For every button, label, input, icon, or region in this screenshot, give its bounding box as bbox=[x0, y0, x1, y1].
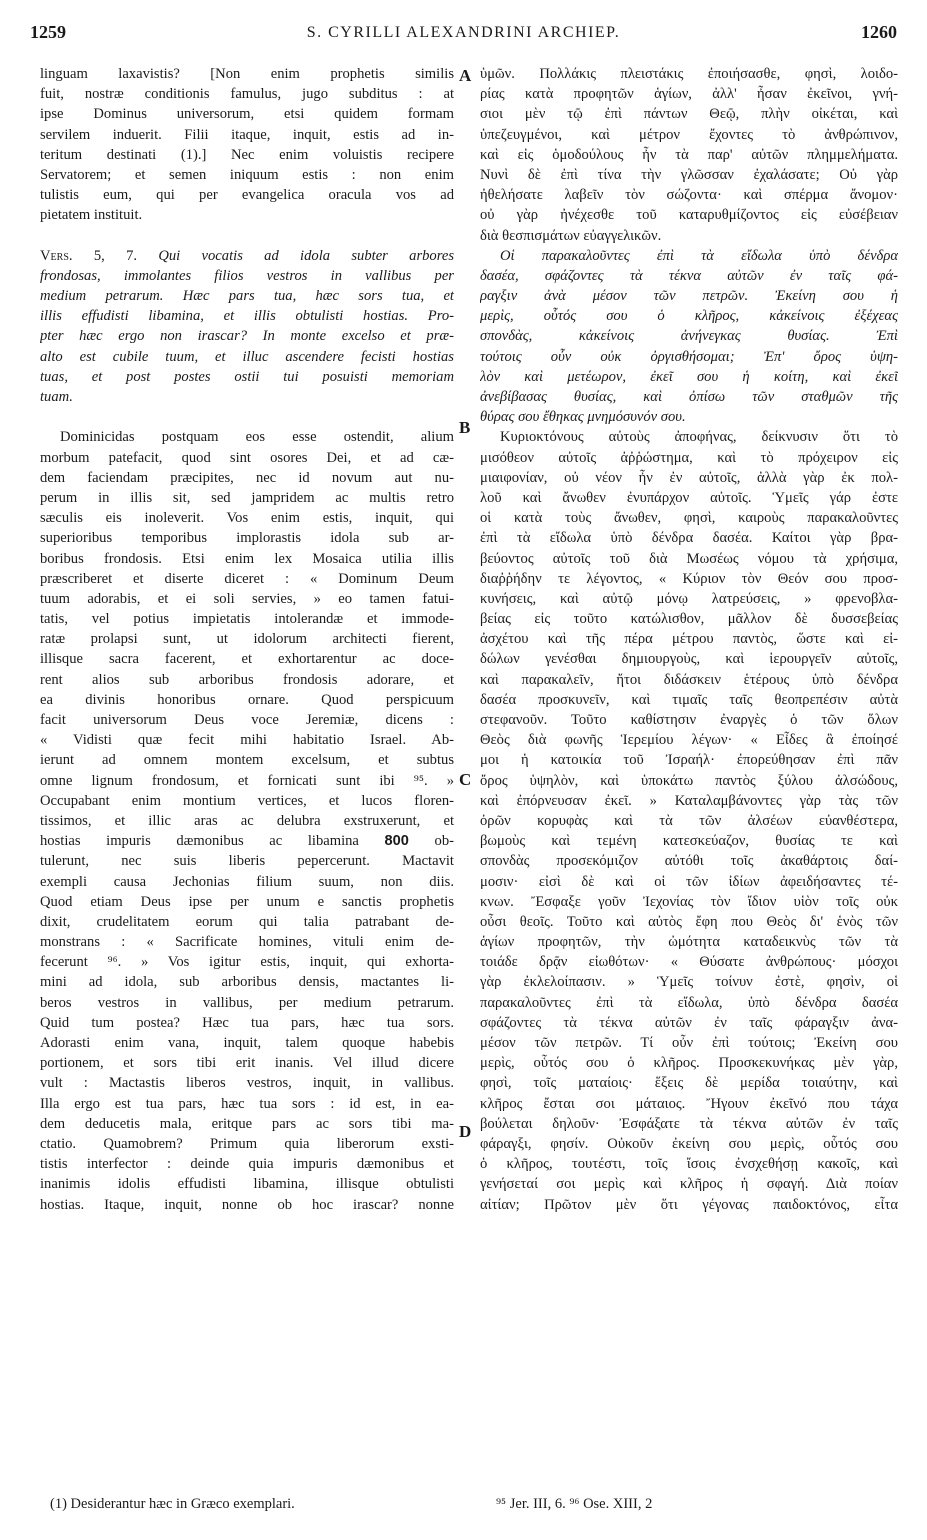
verse-line bbox=[40, 246, 454, 266]
verse-line: pter hæc ergo non irascar? In monte excelso et præ- bbox=[40, 328, 454, 345]
text-line: Quod etiam Deus ipse per unum e sanctis prophetis bbox=[40, 893, 454, 910]
text-line: perum in illis sit, sed jampridem ac multis retro bbox=[40, 489, 454, 506]
text-line: boribus frondosis. Etsi enim lex Mosaica utilia illis bbox=[40, 550, 454, 567]
text-line: στεφανοῦν. Τοῦτο καθίστησιν ἐναργὲς ὁ τῶν ὅλων bbox=[480, 712, 898, 728]
text-line: tistis interfector : deinde quia impuris dæmonibus et bbox=[40, 1156, 454, 1173]
greek-commentary bbox=[480, 427, 898, 1214]
verse-line: δασέα, σφάζοντες τὰ τέκνα αὐτῶν ἐν ταῖς φά- bbox=[480, 267, 898, 284]
text-line: ὑμῶν. Πολλάκις πλειστάκις ἐποιήσασθε, φησὶ, λοιδο- bbox=[480, 66, 898, 82]
text-line: Κυριοκτόνους αὐτοὺς ἀποφήνας, δείκνυσιν ὅτι τὸ bbox=[500, 429, 898, 446]
text-line: Illa ergo est tua pars, hæc tua sors : id est, in ea- bbox=[40, 1095, 454, 1112]
text-line: illisque sacra facerent, et exhortarentur ac doce- bbox=[40, 651, 454, 668]
text-line: servilem induerit. Filii itaque, inquit, estis ad in- bbox=[40, 126, 454, 143]
text-line: sæculis eis inoleverit. Vos enim estis, inquit, qui bbox=[40, 510, 454, 527]
text-line: ea divinis honoribus ornare. Quod perspicuum bbox=[40, 691, 454, 708]
verse-line: tuam. bbox=[40, 389, 73, 405]
text-line: κνων. Ἔσφαξε γοῦν Ἰεχονίας τὸν ἴδιον υἱὸν τοῖς οὐκ bbox=[480, 893, 898, 910]
verse-line: λὸν καὶ μετέωρον, ἐκεῖ σου ἡ κοίτη, καὶ ἐκεῖ bbox=[480, 368, 898, 385]
text-line: σπονδὰς προσεκόμιζον αὐτόθι τοῖς ἀκαθάρτοις δαί- bbox=[480, 853, 898, 870]
text-line: vult : Mactastis liberos vestros, inquit, in vallibus. bbox=[40, 1075, 454, 1092]
text-line: Quid tum postea? Hæc tua pars, hæc tua sors. bbox=[40, 1014, 454, 1031]
page-number-left: 1259 bbox=[30, 22, 66, 42]
text-line: μέσον τῶν πετρῶν. Τί οὖν ἐπὶ τούτοις; Ἐκείνη σου bbox=[480, 1035, 898, 1051]
text-line: ierunt ad omnem montem excelsum, et subtus bbox=[40, 752, 454, 769]
text-line: mini ad idola, sub arboribus densis, mactantes li- bbox=[40, 974, 454, 991]
text-line: βωμοὺς καὶ τεμένη κατεσκεύαζον, θυσίας τε καὶ bbox=[480, 833, 898, 850]
text-line: ἠθελήσατε λαβεῖν τὸν σώζοντα· καὶ σπέρμα ἄνομον· bbox=[480, 187, 898, 204]
marker-d: D bbox=[459, 1122, 472, 1141]
text-line: αἰτίαν; Πρῶτον μὲν ὅτι γέγονας παιδοκτόνος, εἶτα bbox=[480, 1196, 898, 1213]
text-line: διαῤῥήδην τε λέγοντος, « Κύριον τὸν Θεόν σου προσ- bbox=[480, 570, 898, 587]
text-line: μισόθεον αὐτοῖς ἀῤῥώστημα, καὶ τὸ πρόχειρον εἰς bbox=[480, 449, 898, 466]
text-line: pietatem instituit. bbox=[40, 207, 143, 224]
marker-c: C bbox=[459, 770, 472, 789]
page-header bbox=[30, 22, 897, 50]
marker-a: A bbox=[459, 66, 472, 85]
verse-line: tuas, et post postes ostii tui posuisti memoriam bbox=[40, 368, 454, 385]
latin-verse bbox=[40, 246, 454, 408]
text-line: rent alios sub arboribus frondosis adorare, et bbox=[40, 671, 454, 688]
text-line: Occupabant enim montium vertices, et lucos floren- bbox=[40, 792, 454, 809]
line-800-after: ob- bbox=[434, 833, 454, 850]
text-line: dem deducetis mala, eritque pars ac sors tibi ma- bbox=[40, 1115, 454, 1132]
text-line: ὑπεζευγμένοι, καὶ μέτρον ἔχοντες τὸ ἀνθρώπινον, bbox=[480, 126, 898, 143]
text-line: dem faciendam præcipites, nec id novum aut nu- bbox=[40, 469, 454, 486]
text-line: superioribus temporibus implorastis idola sub ar- bbox=[40, 530, 454, 547]
marker-b: B bbox=[459, 418, 471, 437]
text-line: γενήσεταί σοι μερὶς καὶ κλῆρος ἡ σφαγή. Διὰ ποίαν bbox=[480, 1176, 898, 1193]
text-line: μοσιν· εἰσὶ δὲ καὶ οἱ τῶν ἰδίων ἀφειδήσαντες τέ- bbox=[480, 873, 898, 890]
text-line: ratæ prolapsi sunt, ut idolorum architecti fierent, bbox=[40, 631, 454, 648]
text-line: ὄρος ὑψηλὸν, καὶ ὑποκάτω παντὸς ξύλου ἀλσώδους, bbox=[480, 772, 898, 789]
verse-line: θύρας σου ἔθηκας μνημόσυνόν σου. bbox=[480, 409, 686, 426]
running-title: S. CYRILLI ALEXANDRINI ARCHIEP. bbox=[306, 24, 621, 41]
verse-line: Οἱ παρακαλοῦντες ἐπὶ τὰ εἴδωλα ὑπὸ δένδρα bbox=[500, 247, 898, 264]
text-line: Θεὸς διὰ φωνῆς Ἱερεμίου λέγων· « Εἶδες ἃ ἐποίησέ bbox=[480, 732, 898, 749]
latin-commentary bbox=[40, 427, 454, 1214]
text-line: ipse Dominus universorum, etsi quidem formam bbox=[40, 106, 454, 123]
text-line: φησὶ, τοῖς ματαίοις· ἕξεις δὲ μερίδα τοιαύτην, καὶ bbox=[480, 1075, 898, 1092]
text-line: tissimos, et illic aras ac delubra exstruxerunt, et bbox=[40, 812, 454, 829]
text-line: βείας εἰς τοῦτο κατώλισθον, μᾶλλον δὲ δυσσεβείας bbox=[480, 611, 898, 628]
text-line: ὁ κλῆρος, τουτέστι, τοῖς ἴσοις ἐνσχεθήσῃ κακοῖς, καὶ bbox=[480, 1156, 898, 1173]
text-line: σφάζοντες τὰ τέκνα αὐτῶν ἐν ταῖς φάραγξιν ἀνα- bbox=[480, 1014, 898, 1031]
verse-line: μερὶς, οὗτός σου ὁ κλῆρος, κἀκείνοις ἐξέχεας bbox=[480, 308, 898, 325]
text-line: facit universorum Deus voce Jeremiæ, dicens : bbox=[40, 712, 454, 728]
column-number-800: 800 bbox=[384, 833, 409, 850]
text-line: μοι ἡ κατοικία τοῦ Ἰσραήλ· ἐπορεύθησαν ἐπὶ πᾶν bbox=[480, 752, 898, 769]
text-line: tatis, vel potius impietatis intolerandæ et immode- bbox=[40, 611, 454, 628]
text-line: δώλων γενέσθαι δημιουργοὺς, καὶ ἱερουργεῖν αὐτοῖς, bbox=[480, 651, 898, 668]
text-line: Dominicidas postquam eos esse ostendit, alium bbox=[60, 429, 454, 446]
text-line: ρίας κατὰ προφητῶν ἁγίων, ἀλλ' ἦσαν ἐκεῖνοι, γνή- bbox=[480, 86, 898, 103]
text-line: tulerunt, nec suis liberis pepercerunt. Mactavit bbox=[40, 853, 454, 870]
text-line: præscriberet et diserte diceret : « Dominum Deum bbox=[40, 570, 454, 587]
text-line: ἐπὶ τὰ εἴδωλα ὑπὸ δένδρα δασέα. Καίτοι γὰρ βρα- bbox=[480, 530, 898, 547]
latin-paragraph-1 bbox=[40, 64, 454, 226]
text-line: μιαιφονίαν, οὐ νέον ἦν ἐν αὐτοῖς, ἀλλὰ γὰρ ἐκ πολ- bbox=[480, 469, 898, 486]
text-line: βεύοντος αὐτοῖς τοῦ διὰ Μωσέως νόμου τὰ χρήσιμα, bbox=[480, 550, 898, 567]
text-line: δασέα προσκυνεῖν, καὶ τιμαῖς ταῖς θεοπρεπέσιν αὐτὰ bbox=[480, 691, 898, 708]
text-line bbox=[40, 831, 454, 851]
verse-line: σπονδὰς, κἀκείνοις ἀνήνεγκας θυσίας. Ἐπὶ bbox=[480, 328, 898, 345]
line-800-before: hostias impuris dæmonibus ac libamina bbox=[40, 833, 359, 850]
text-line: teritum destinati (1).] Nec enim voluistis recipere bbox=[40, 146, 454, 163]
text-line: exempli causa Jechonias filium suum, non diis. bbox=[40, 873, 454, 890]
greek-paragraph-1 bbox=[480, 64, 898, 246]
text-line: γὰρ ἐκλελοίπασιν. » Ὑμεῖς τοίνυν ἐστὲ, φησὶν, οἱ bbox=[480, 974, 898, 991]
text-line: omne lignum frondosum, et fornicati sunt ibi ⁹⁵. » bbox=[40, 772, 454, 789]
text-line: fuit, nostræ conditionis famulus, jugo subditus : at bbox=[40, 86, 454, 103]
text-line: « Vidisti quæ fecit mihi habitatio Israel. Ab- bbox=[40, 732, 454, 749]
text-line: κλῆρος ἔσται σοι μάταιος. Ἤγουν ἐκεῖνό που τάχα bbox=[480, 1095, 898, 1112]
text-line: hostias. Itaque, inquit, nonne ob hoc irascar? nonne bbox=[40, 1196, 454, 1213]
text-line: ctatio. Quamobrem? Primum quia liberorum exsti- bbox=[40, 1135, 454, 1152]
text-line: fecerunt ⁹⁶. » Vos igitur estis, inquit, qui exhorta- bbox=[40, 954, 454, 971]
text-line: morbum patefacit, quod sint osores Dei, et ad cæ- bbox=[40, 449, 454, 466]
text-line: ἁγίων προφητῶν, τὴν ὠμότητα καταδεικνὺς τῶν τὰ bbox=[480, 934, 898, 951]
verse-line: alto est cubile tuum, et illuc ascendere fecisti hostias bbox=[40, 348, 454, 365]
verse-line: ραγξιν ἀνὰ μέσον τῶν πετρῶν. Ἐκείνη σου ἡ bbox=[480, 288, 898, 305]
page-number-right: 1260 bbox=[861, 22, 897, 42]
text-line: οὐ γὰρ ἠνέχεσθε τοῦ καταρυθμίζοντος εἰς εὐσέβειαν bbox=[480, 207, 898, 224]
text-line: καὶ ἐπόρνευσαν ἐκεῖ. » Καταλαμβάνοντες γὰρ τὰς τῶν bbox=[480, 792, 898, 809]
text-line: οἱ κατὰ τοὺς ἄνωθεν, φησὶ, καιροὺς παρακαλοῦντες bbox=[480, 510, 898, 527]
text-line: καὶ παρακαλεῖν, ἤτοι διδάσκειν ἑτέρους ὑπὸ δένδρα bbox=[480, 671, 898, 688]
latin-column bbox=[40, 64, 454, 1215]
text-line: διὰ θεσπισμάτων εὐαγγελικῶν. bbox=[480, 227, 662, 244]
footnote-references: ⁹⁵ Jer. III, 6. ⁹⁶ Ose. XIII, 2 bbox=[496, 1496, 653, 1512]
text-line: dixit, crudelitatem eorum qui talia patrabant de- bbox=[40, 913, 454, 930]
footnote-latin: (1) Desiderantur hæc in Græco exemplari. bbox=[50, 1496, 295, 1512]
text-line: Servatorem; et semen iniquum estis : non enim bbox=[40, 166, 454, 183]
text-line: inanimis idolis effudisti libamina, illisque obtulisti bbox=[40, 1176, 454, 1193]
text-line: ἀσχέτου καὶ τῆς πέρα μέτρου παντὸς, ὥστε καὶ εἰ- bbox=[480, 631, 898, 648]
text-line: φάραγξι, φησίν. Οὐκοῦν ἐκείνη σου μερὶς, οὗτός σου bbox=[480, 1135, 898, 1152]
text-line: τοιάδε δρᾷν εἰωθότων· « Θύσατε ἀνθρώπους· μόσχοι bbox=[480, 954, 898, 971]
verse-line: frondosas, immolantes filios vestros in vallibus per bbox=[40, 267, 454, 284]
text-line: σιοι μὲν τῷ ἐπὶ πάντων Θεῷ, πλὴν οἰκέται, καὶ bbox=[480, 106, 898, 123]
greek-verse bbox=[480, 246, 898, 428]
verse-label: Vers. 5, 7. bbox=[40, 247, 138, 264]
verse-line: ἀνεβίβασας θυσίας, καὶ ὀπίσω τῶν σταθμῶν τῆς bbox=[480, 389, 898, 405]
text-line: ὀρῶν κορυφὰς καὶ τὰ τῶν ἀλσέων εὐανθέστερα, bbox=[480, 812, 898, 829]
text-line: tulistis eum, qui per evangelica oracula vos ad bbox=[40, 187, 454, 204]
text-line: portionem, et sors tibi erit inanis. Vel illud dicere bbox=[40, 1055, 454, 1072]
text-line: βούλεται δηλοῦν· Ἐσφάξατε τὰ τέκνα αὐτῶν ἐν ταῖς bbox=[480, 1115, 898, 1132]
text-line: μερὶς, οὗτός σου ὁ κλῆρος. Προσκεκυνήκας μὲν γὰρ, bbox=[480, 1055, 898, 1072]
text-line: κυνήσεις, καὶ αὐτῷ μόνῳ λατρεύσεις, » φρενοβλα- bbox=[480, 590, 898, 607]
text-line: beros vestros in vallibus, per medium petrarum. bbox=[40, 994, 454, 1011]
text-line: καὶ εἰς ὁμοδούλους ἦν τὰ παρ' αὐτῶν πλημμελήματα. bbox=[480, 146, 898, 163]
text-line: monstrans : « Sacrificate homines, vituli enim de- bbox=[40, 934, 454, 951]
verse-line: τούτοις οὖν οὐκ ὀργισθήσομαι; Ἐπ' ὄρος ὑψη- bbox=[480, 348, 898, 365]
text-line: Adorasti enim vana, inquit, talem quoque habebis bbox=[40, 1035, 454, 1051]
text-line: παρακαλοῦντες ἐπὶ τὰ εἴδωλα, ὑπὸ δένδρα δασέα bbox=[480, 994, 898, 1011]
text-line: tuum adorabis, et ei soli servies, » eo tamen fatui- bbox=[40, 590, 454, 607]
text-line: linguam laxavistis? [Non enim prophetis similis bbox=[40, 66, 454, 82]
verse-line: illis effudisti libamina, et illis obtulisti hostias. Pro- bbox=[40, 308, 454, 325]
text-line: οὖσι θεοῖς. Τοῦτο καὶ αὐτὸς ἔφη που Θεὸς δι' ἑνὸς τῶν bbox=[480, 913, 898, 930]
text-line: λοῦ καὶ ἄνωθεν ἐνυπάρχον αὐτοῖς. Ὑμεῖς γάρ ἐστε bbox=[480, 489, 898, 506]
verse-text: Qui vocatis ad idola subter arbores bbox=[158, 247, 454, 264]
text-line: Νυνὶ δὲ ἐπὶ τίνα τὴν γλῶσσαν ἐχαλάσατε; Οὐ γὰρ bbox=[480, 166, 898, 183]
greek-column bbox=[480, 64, 898, 1215]
verse-line: medium petrarum. Hæc pars tua, hæc sors tua, et bbox=[40, 288, 454, 305]
